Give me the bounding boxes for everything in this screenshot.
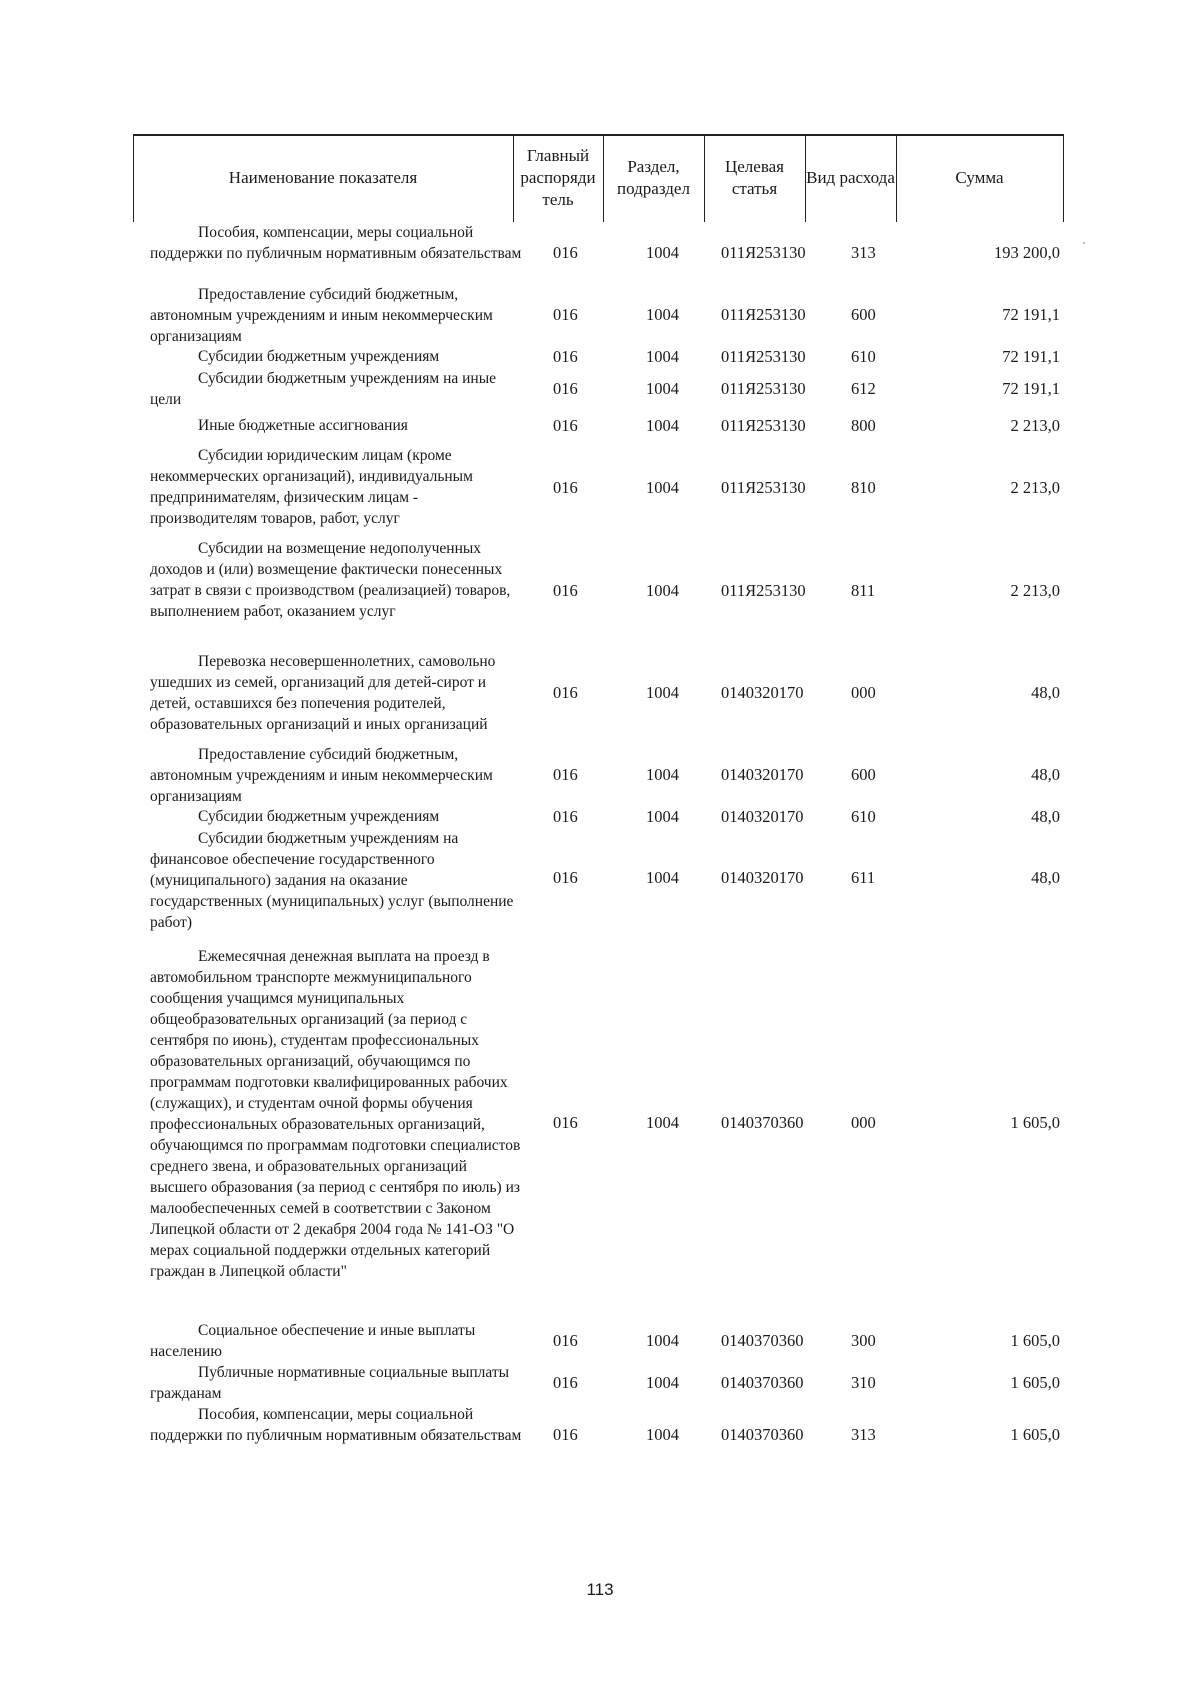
cell-sum: 1 605,0 <box>1010 1113 1060 1132</box>
table-row <box>0 410 1200 442</box>
table-row <box>0 284 1200 346</box>
cell-section: 1004 <box>646 581 679 600</box>
cell-section: 1004 <box>646 347 679 366</box>
cell-section: 1004 <box>646 305 679 324</box>
cell-expense-type: 612 <box>851 379 876 398</box>
header-divider <box>1063 134 1064 222</box>
cell-sum: 48,0 <box>1031 807 1060 826</box>
cell-target-article: 0140320170 <box>721 765 804 784</box>
cell-target-article: 011Я253130 <box>721 305 806 324</box>
row-name: Субсидии бюджетным учреждениям <box>198 808 440 825</box>
table-row <box>0 806 1200 828</box>
row-name: Субсидии бюджетным учреждениям на финансовое обеспечение государственного (муниципального) задания на оказание государственных (муниципальных) услуг (выполнение работ) <box>150 830 514 931</box>
table-row <box>0 1404 1200 1466</box>
row-name: Предоставление субсидий бюджетным, автономным учреждениям и иным некоммерческим организациям <box>150 286 493 345</box>
cell-sum: 72 191,1 <box>1002 379 1060 398</box>
cell-sum: 48,0 <box>1031 683 1060 702</box>
header-expense-type: Вид расхода <box>806 168 895 187</box>
cell-main-manager: 016 <box>553 1331 578 1350</box>
cell-target-article: 011Я253130 <box>721 243 806 262</box>
cell-target-article: 0140320170 <box>721 868 804 887</box>
cell-expense-type: 800 <box>851 416 876 435</box>
cell-main-manager: 016 <box>553 683 578 702</box>
header-target-article: Целевая статья <box>724 157 785 198</box>
cell-main-manager: 016 <box>553 765 578 784</box>
cell-expense-type: 600 <box>851 305 876 324</box>
table-row <box>0 651 1200 737</box>
cell-section: 1004 <box>646 1425 679 1444</box>
cell-expense-type: 310 <box>851 1373 876 1392</box>
row-name: Субсидии на возмещение недополученных доходов и (или) возмещение фактически понесенных затрат в связи с производством (реализацией) товаров, выполнением работ, оказанием услуг <box>150 540 511 620</box>
cell-target-article: 011Я253130 <box>721 581 806 600</box>
cell-target-article: 0140370360 <box>721 1373 804 1392</box>
row-name: Субсидии бюджетным учреждениям на иные цели <box>150 370 497 408</box>
table-row <box>0 346 1200 368</box>
cell-expense-type: 000 <box>851 1113 876 1132</box>
cell-sum: 193 200,0 <box>994 243 1060 262</box>
cell-section: 1004 <box>646 683 679 702</box>
table-row <box>0 368 1200 410</box>
cell-target-article: 0140370360 <box>721 1113 804 1132</box>
row-name: Перевозка несовершеннолетних, самовольно ушедших из семей, организаций для детей-сирот и детей, оставшихся без попечения родителей, образовательных организаций и иных организаций <box>150 653 496 733</box>
cell-target-article: 0140370360 <box>721 1331 804 1350</box>
cell-section: 1004 <box>646 1113 679 1132</box>
row-name: Субсидии бюджетным учреждениям <box>198 348 440 365</box>
cell-expense-type: 000 <box>851 683 876 702</box>
cell-main-manager: 016 <box>553 868 578 887</box>
row-name: Предоставление субсидий бюджетным, автономным учреждениям и иным некоммерческим организациям <box>150 746 493 805</box>
cell-main-manager: 016 <box>553 1113 578 1132</box>
cell-expense-type: 611 <box>851 868 876 887</box>
row-name: Пособия, компенсации, меры социальной поддержки по публичным нормативным обязательствам <box>150 224 522 262</box>
table-row <box>0 744 1200 806</box>
cell-section: 1004 <box>646 416 679 435</box>
cell-section: 1004 <box>646 478 679 497</box>
table-row <box>0 538 1200 648</box>
cell-main-manager: 016 <box>553 1373 578 1392</box>
cell-expense-type: 313 <box>851 243 876 262</box>
cell-main-manager: 016 <box>553 1425 578 1444</box>
cell-expense-type: 610 <box>851 807 876 826</box>
cell-section: 1004 <box>646 243 679 262</box>
row-name: Пособия, компенсации, меры социальной поддержки по публичным нормативным обязательствам <box>150 1406 522 1444</box>
cell-sum: 72 191,1 <box>1002 305 1060 324</box>
cell-sum: 2 213,0 <box>1010 478 1060 497</box>
cell-main-manager: 016 <box>553 478 578 497</box>
cell-expense-type: 610 <box>851 347 876 366</box>
cell-main-manager: 016 <box>553 379 578 398</box>
cell-section: 1004 <box>646 807 679 826</box>
cell-target-article: 0140320170 <box>721 807 804 826</box>
row-name: Иные бюджетные ассигнования <box>198 417 408 434</box>
row-name: Субсидии юридическим лицам (кроме некоммерческих организаций), индивидуальным предпринимателям, физическим лицам - производителям товаров, работ, услуг <box>150 447 473 527</box>
cell-sum: 2 213,0 <box>1010 416 1060 435</box>
cell-sum: 1 605,0 <box>1010 1425 1060 1444</box>
table-row <box>0 222 1200 284</box>
table-row <box>0 828 1200 934</box>
cell-section: 1004 <box>646 379 679 398</box>
cell-expense-type: 810 <box>851 478 876 497</box>
table-row <box>0 946 1200 1308</box>
cell-section: 1004 <box>646 1373 679 1392</box>
scan-speck <box>1083 242 1085 244</box>
cell-sum: 1 605,0 <box>1010 1331 1060 1350</box>
cell-sum: 72 191,1 <box>1002 347 1060 366</box>
row-name: Ежемесячная денежная выплата на проезд в автомобильном транспорте межмуниципального сообщения учащимся муниципальных общеобразовательных организаций (за период с сентября по июнь), студентам профессиональных образовательных организаций, обучающимся по программам подготовки квалифицированных рабочих (служащих), и студентам очной формы обучения профессиональных образовательных организаций, обучающимся по программам подготовки специалистов среднего звена, и образовательных организаций высшего образования (за период с сентября по июль) из малообеспеченных семей в соответствии с Законом Липецкой области от 2 декабря 2004 года № 141-ОЗ "О мерах социальной поддержки отдельных категорий граждан в Липецкой области" <box>150 948 521 1280</box>
page-number: 113 <box>586 1580 614 1599</box>
header-main-manager: Главный распоряди тель <box>520 146 596 209</box>
cell-main-manager: 016 <box>553 807 578 826</box>
cell-target-article: 0140370360 <box>721 1425 804 1444</box>
cell-sum: 48,0 <box>1031 868 1060 887</box>
table-row <box>0 1320 1200 1362</box>
cell-section: 1004 <box>646 1331 679 1350</box>
cell-target-article: 011Я253130 <box>721 347 806 366</box>
table-row <box>0 445 1200 535</box>
header-name: Наименование показателя <box>228 168 418 187</box>
cell-expense-type: 600 <box>851 765 876 784</box>
cell-target-article: 0140320170 <box>721 683 804 702</box>
table-row <box>0 1362 1200 1404</box>
row-name: Публичные нормативные социальные выплаты гражданам <box>150 1364 510 1402</box>
header-sum: Сумма <box>955 168 1004 187</box>
cell-expense-type: 300 <box>851 1331 876 1350</box>
cell-section: 1004 <box>646 868 679 887</box>
cell-main-manager: 016 <box>553 581 578 600</box>
cell-target-article: 011Я253130 <box>721 478 806 497</box>
cell-target-article: 011Я253130 <box>721 379 806 398</box>
cell-main-manager: 016 <box>553 243 578 262</box>
row-name: Социальное обеспечение и иные выплаты населению <box>150 1322 476 1360</box>
header-section: Раздел, подраздел <box>617 157 690 198</box>
cell-main-manager: 016 <box>553 347 578 366</box>
cell-main-manager: 016 <box>553 416 578 435</box>
cell-sum: 2 213,0 <box>1010 581 1060 600</box>
cell-target-article: 011Я253130 <box>721 416 806 435</box>
cell-section: 1004 <box>646 765 679 784</box>
cell-expense-type: 313 <box>851 1425 876 1444</box>
cell-sum: 48,0 <box>1031 765 1060 784</box>
cell-sum: 1 605,0 <box>1010 1373 1060 1392</box>
cell-expense-type: 811 <box>851 581 876 600</box>
table-header <box>133 134 1064 222</box>
cell-main-manager: 016 <box>553 305 578 324</box>
